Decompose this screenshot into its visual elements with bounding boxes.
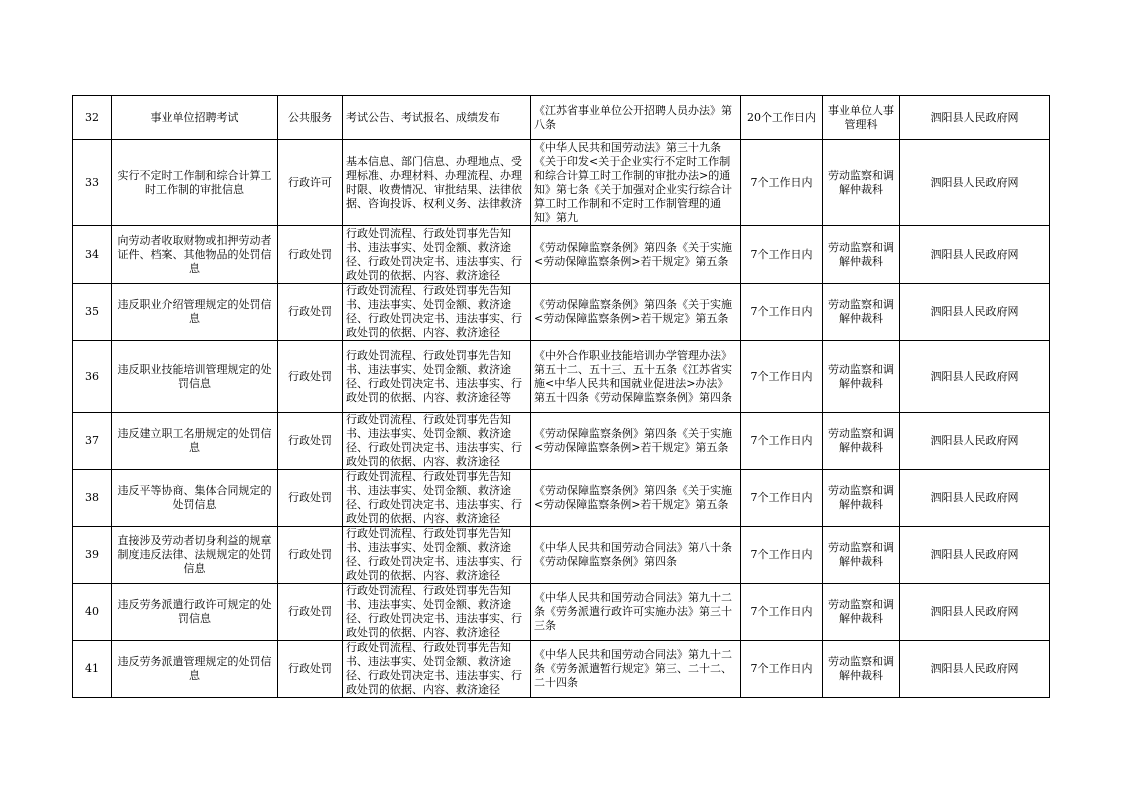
legal-basis: 《江苏省事业单位公开招聘人员办法》第八条 <box>531 96 741 140</box>
legal-basis: 《中华人民共和国劳动合同法》第九十二条《劳务派遣暂行规定》第三、二十二、二十四条 <box>531 641 741 698</box>
item-name: 事业单位招聘考试 <box>112 96 278 140</box>
publish-channel: 泗阳县人民政府网 <box>900 413 1050 470</box>
row-number: 33 <box>73 140 112 226</box>
legal-basis: 《中外合作职业技能培训办学管理办法》第五十二、五十三、五十五条《江苏省实施<中华人民共和国就业促进法>办法》第五十四条《劳动保障监察条例》第四条 <box>531 341 741 413</box>
row-number: 40 <box>73 584 112 641</box>
row-number: 38 <box>73 470 112 527</box>
item-category: 行政处罚 <box>278 584 343 641</box>
table-row <box>73 140 1050 226</box>
row-number: 41 <box>73 641 112 698</box>
publish-channel: 泗阳县人民政府网 <box>900 527 1050 584</box>
disclosure-content: 行政处罚流程、行政处罚事先告知书、违法事实、处罚金额、救济途径、行政处罚决定书、违法事实、行政处罚的依据、内容、救济途径 <box>343 527 531 584</box>
responsible-dept: 劳动监察和调解仲裁科 <box>823 641 900 698</box>
item-category: 行政处罚 <box>278 413 343 470</box>
publish-channel: 泗阳县人民政府网 <box>900 470 1050 527</box>
row-number: 32 <box>73 96 112 140</box>
responsible-dept: 劳动监察和调解仲裁科 <box>823 226 900 284</box>
disclosure-content: 行政处罚流程、行政处罚事先告知书、违法事实、处罚金额、救济途径、行政处罚决定书、违法事实、行政处罚的依据、内容、救济途径等 <box>343 341 531 413</box>
responsible-dept: 劳动监察和调解仲裁科 <box>823 527 900 584</box>
publish-channel: 泗阳县人民政府网 <box>900 140 1050 226</box>
disclosure-content: 基本信息、部门信息、办理地点、受理标准、办理材料、办理流程、办理时限、收费情况、审批结果、法律依据、咨询投诉、权利义务、法律救济 <box>343 140 531 226</box>
disclosure-table <box>72 95 1050 698</box>
table-row <box>73 527 1050 584</box>
time-limit: 7个工作日内 <box>741 284 823 341</box>
item-name: 违反劳务派遣行政许可规定的处罚信息 <box>112 584 278 641</box>
row-number: 35 <box>73 284 112 341</box>
table-row <box>73 284 1050 341</box>
disclosure-content: 行政处罚流程、行政处罚事先告知书、违法事实、处罚金额、救济途径、行政处罚决定书、违法事实、行政处罚的依据、内容、救济途径 <box>343 584 531 641</box>
table-row <box>73 641 1050 698</box>
responsible-dept: 劳动监察和调解仲裁科 <box>823 341 900 413</box>
publish-channel: 泗阳县人民政府网 <box>900 641 1050 698</box>
item-category: 行政处罚 <box>278 641 343 698</box>
publish-channel: 泗阳县人民政府网 <box>900 341 1050 413</box>
time-limit: 7个工作日内 <box>741 413 823 470</box>
item-category: 行政许可 <box>278 140 343 226</box>
responsible-dept: 事业单位人事管理科 <box>823 96 900 140</box>
legal-basis: 《中华人民共和国劳动法》第三十九条《关于印发<关于企业实行不定时工作制和综合计算工时工作制的审批办法>的通知》第七条《关于加强对企业实行综合计算工时工作制和不定时工作制管理的通知》第九 <box>531 140 741 226</box>
item-name: 违反劳务派遣管理规定的处罚信息 <box>112 641 278 698</box>
item-name: 向劳动者收取财物或扣押劳动者证件、档案、其他物品的处罚信息 <box>112 226 278 284</box>
time-limit: 7个工作日内 <box>741 226 823 284</box>
disclosure-content: 行政处罚流程、行政处罚事先告知书、违法事实、处罚金额、救济途径、行政处罚决定书、违法事实、行政处罚的依据、内容、救济途径 <box>343 413 531 470</box>
disclosure-content: 行政处罚流程、行政处罚事先告知书、违法事实、处罚金额、救济途径、行政处罚决定书、违法事实、行政处罚的依据、内容、救济途径 <box>343 226 531 284</box>
responsible-dept: 劳动监察和调解仲裁科 <box>823 470 900 527</box>
row-number: 36 <box>73 341 112 413</box>
disclosure-content: 行政处罚流程、行政处罚事先告知书、违法事实、处罚金额、救济途径、行政处罚决定书、违法事实、行政处罚的依据、内容、救济途径 <box>343 641 531 698</box>
table-row <box>73 470 1050 527</box>
table-row <box>73 226 1050 284</box>
disclosure-table-sheet <box>72 95 1049 698</box>
row-number: 37 <box>73 413 112 470</box>
table-row <box>73 584 1050 641</box>
time-limit: 7个工作日内 <box>741 527 823 584</box>
publish-channel: 泗阳县人民政府网 <box>900 284 1050 341</box>
time-limit: 7个工作日内 <box>741 341 823 413</box>
legal-basis: 《劳动保障监察条例》第四条《关于实施<劳动保障监察条例>若干规定》第五条 <box>531 284 741 341</box>
disclosure-content: 行政处罚流程、行政处罚事先告知书、违法事实、处罚金额、救济途径、行政处罚决定书、违法事实、行政处罚的依据、内容、救济途径 <box>343 284 531 341</box>
item-name: 违反平等协商、集体合同规定的处罚信息 <box>112 470 278 527</box>
responsible-dept: 劳动监察和调解仲裁科 <box>823 284 900 341</box>
item-name: 违反职业技能培训管理规定的处罚信息 <box>112 341 278 413</box>
time-limit: 7个工作日内 <box>741 584 823 641</box>
publish-channel: 泗阳县人民政府网 <box>900 226 1050 284</box>
item-name: 违反职业介绍管理规定的处罚信息 <box>112 284 278 341</box>
item-category: 行政处罚 <box>278 284 343 341</box>
disclosure-content: 行政处罚流程、行政处罚事先告知书、违法事实、处罚金额、救济途径、行政处罚决定书、违法事实、行政处罚的依据、内容、救济途径 <box>343 470 531 527</box>
time-limit: 7个工作日内 <box>741 140 823 226</box>
time-limit: 7个工作日内 <box>741 641 823 698</box>
table-body <box>73 96 1050 698</box>
table-row <box>73 413 1050 470</box>
legal-basis: 《中华人民共和国劳动合同法》第八十条《劳动保障监察条例》第四条 <box>531 527 741 584</box>
responsible-dept: 劳动监察和调解仲裁科 <box>823 584 900 641</box>
disclosure-content: 考试公告、考试报名、成绩发布 <box>343 96 531 140</box>
table-row <box>73 341 1050 413</box>
item-category: 公共服务 <box>278 96 343 140</box>
table-row <box>73 96 1050 140</box>
item-category: 行政处罚 <box>278 527 343 584</box>
item-category: 行政处罚 <box>278 226 343 284</box>
legal-basis: 《劳动保障监察条例》第四条《关于实施<劳动保障监察条例>若干规定》第五条 <box>531 226 741 284</box>
responsible-dept: 劳动监察和调解仲裁科 <box>823 140 900 226</box>
time-limit: 20个工作日内 <box>741 96 823 140</box>
publish-channel: 泗阳县人民政府网 <box>900 96 1050 140</box>
time-limit: 7个工作日内 <box>741 470 823 527</box>
item-name: 直接涉及劳动者切身利益的规章制度违反法律、法规规定的处罚信息 <box>112 527 278 584</box>
item-category: 行政处罚 <box>278 341 343 413</box>
publish-channel: 泗阳县人民政府网 <box>900 584 1050 641</box>
item-name: 实行不定时工作制和综合计算工时工作制的审批信息 <box>112 140 278 226</box>
item-category: 行政处罚 <box>278 470 343 527</box>
legal-basis: 《中华人民共和国劳动合同法》第九十二条《劳务派遣行政许可实施办法》第三十三条 <box>531 584 741 641</box>
legal-basis: 《劳动保障监察条例》第四条《关于实施<劳动保障监察条例>若干规定》第五条 <box>531 470 741 527</box>
responsible-dept: 劳动监察和调解仲裁科 <box>823 413 900 470</box>
item-name: 违反建立职工名册规定的处罚信息 <box>112 413 278 470</box>
legal-basis: 《劳动保障监察条例》第四条《关于实施<劳动保障监察条例>若干规定》第五条 <box>531 413 741 470</box>
row-number: 34 <box>73 226 112 284</box>
row-number: 39 <box>73 527 112 584</box>
